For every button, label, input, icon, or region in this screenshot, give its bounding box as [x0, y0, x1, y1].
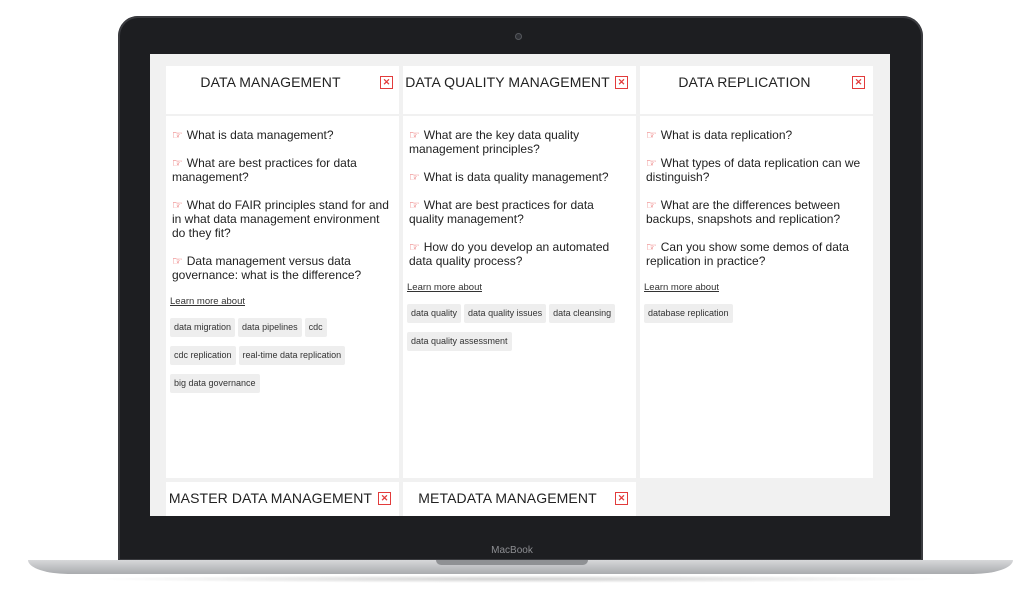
tag-list [644, 303, 867, 331]
pointing-hand-icon: ☞ [172, 156, 183, 170]
screen [150, 54, 890, 516]
laptop-notch [436, 560, 588, 565]
card-header [166, 66, 399, 116]
card-data-management [166, 66, 399, 478]
question-item[interactable]: ☞ What is data replication? [646, 128, 793, 142]
tag[interactable]: database replication [644, 304, 733, 323]
webcam [515, 33, 522, 40]
pointing-hand-icon: ☞ [172, 198, 183, 212]
pointing-hand-icon: ☞ [409, 128, 420, 142]
pointing-hand-icon: ☞ [409, 198, 420, 212]
learn-more-link[interactable]: Learn more about [644, 282, 719, 293]
tag-list [170, 317, 393, 401]
card-body [172, 128, 393, 401]
card-header [166, 482, 399, 516]
card-body [646, 128, 867, 331]
question-item[interactable]: ☞ What types of data replication can we distinguish? [646, 156, 861, 184]
question-item[interactable]: ☞ What do FAIR principles stand for and in what data management environment do they fit? [172, 198, 389, 240]
tag[interactable]: cdc replication [170, 346, 236, 365]
card-title: DATA MANAGEMENT [200, 74, 341, 90]
close-icon[interactable]: ✕ [615, 76, 628, 89]
close-icon[interactable]: ✕ [852, 76, 865, 89]
card-header [403, 482, 636, 516]
pointing-hand-icon: ☞ [172, 128, 183, 142]
learn-more-link[interactable]: Learn more about [170, 296, 245, 307]
card-header [403, 66, 636, 116]
tag[interactable]: real-time data replication [239, 346, 346, 365]
pointing-hand-icon: ☞ [409, 170, 420, 184]
card-title: DATA REPLICATION [678, 74, 811, 90]
question-item[interactable]: ☞ What are best practices for data quality management? [409, 198, 594, 226]
close-icon[interactable]: ✕ [615, 492, 628, 505]
tag[interactable]: data cleansing [549, 304, 615, 323]
laptop-shadow [80, 575, 960, 583]
tag[interactable]: data migration [170, 318, 235, 337]
question-item[interactable]: ☞ What is data quality management? [409, 170, 609, 184]
pointing-hand-icon: ☞ [646, 128, 657, 142]
question-item[interactable]: ☞ Data management versus data governance: what is the difference? [172, 254, 362, 282]
pointing-hand-icon: ☞ [646, 156, 657, 170]
question-item[interactable]: ☞ What are the differences between backups, snapshots and replication? [646, 198, 841, 226]
card-data-quality-management [403, 66, 636, 478]
learn-more-link[interactable]: Learn more about [407, 282, 482, 293]
question-item[interactable]: ☞ How do you develop an automated data quality process? [409, 240, 610, 268]
pointing-hand-icon: ☞ [646, 240, 657, 254]
tag-list [407, 303, 630, 359]
card-data-replication [640, 66, 873, 478]
tag[interactable]: cdc [305, 318, 327, 337]
tag[interactable]: data pipelines [238, 318, 302, 337]
close-icon[interactable]: ✕ [378, 492, 391, 505]
close-icon[interactable]: ✕ [380, 76, 393, 89]
card-metadata-management [403, 482, 636, 516]
device-brand-label: MacBook [491, 545, 533, 556]
card-title: METADATA MANAGEMENT [418, 490, 597, 506]
card-title: MASTER DATA MANAGEMENT [168, 490, 373, 506]
card-master-data-management [166, 482, 399, 516]
question-item[interactable]: ☞ What are the key data quality management principles? [409, 128, 580, 156]
question-item[interactable]: ☞ Can you show some demos of data replication in practice? [646, 240, 849, 268]
card-body [409, 128, 630, 359]
card-title: DATA QUALITY MANAGEMENT [405, 74, 610, 90]
pointing-hand-icon: ☞ [409, 240, 420, 254]
pointing-hand-icon: ☞ [646, 198, 657, 212]
tag[interactable]: data quality assessment [407, 332, 512, 351]
tag[interactable]: big data governance [170, 374, 260, 393]
tag[interactable]: data quality [407, 304, 461, 323]
pointing-hand-icon: ☞ [172, 254, 183, 268]
card-header [640, 66, 873, 116]
tag[interactable]: data quality issues [464, 304, 546, 323]
question-item[interactable]: ☞ What is data management? [172, 128, 334, 142]
question-item[interactable]: ☞ What are best practices for data management? [172, 156, 357, 184]
